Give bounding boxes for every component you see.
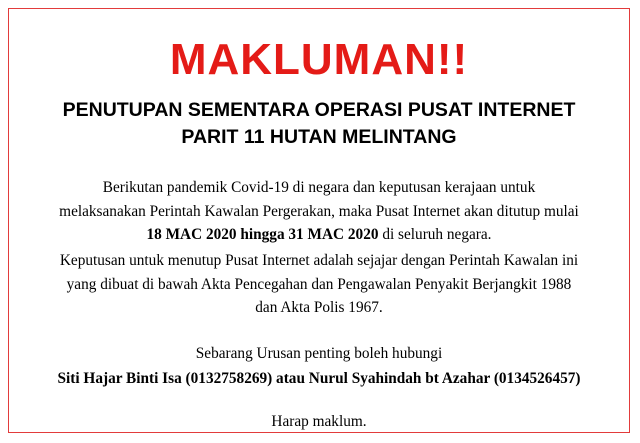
page-title: MAKLUMAN!!	[169, 35, 469, 84]
notice-paragraph-1	[59, 176, 579, 247]
notice-paragraph-1-text-before: Berikutan pandemik Covid-19 di negara dan keputusan kerajaan untuk melaksanakan Perintah Kawalan Pergerakan, maka Pusat Internet akan ditutup mulai	[59, 178, 579, 220]
notice-card	[8, 8, 630, 433]
closure-date-range: 18 MAC 2020 hingga 31 MAC 2020	[146, 226, 379, 244]
contact-block	[39, 342, 599, 391]
notice-body	[59, 176, 579, 320]
contact-names: Siti Hajar Binti Isa (0132758269) atau Nurul Syahindah bt Azahar (0134526457)	[57, 369, 581, 387]
notice-subtitle-line-1: PENUTUPAN SEMENTARA OPERASI PUSAT INTERNET	[62, 99, 576, 122]
notice-subtitle-line-2: PARIT 11 HUTAN MELINTANG	[181, 125, 457, 148]
notice-subtitle	[39, 97, 599, 150]
notice-paragraph-1-text-after: di seluruh negara.	[378, 226, 492, 244]
contact-intro: Sebarang Urusan penting boleh hubungi	[195, 345, 443, 363]
notice-paragraph-2: Keputusan untuk menutup Pusat Internet adalah sejajar dengan Perintah Kawalan ini yang dibuat di bawah Akta Pencegahan dan Pengawalan Penyakit Berjangkit 1988 dan Akta Polis 1967.	[59, 251, 579, 317]
closing-remark: Harap maklum.	[271, 412, 367, 430]
